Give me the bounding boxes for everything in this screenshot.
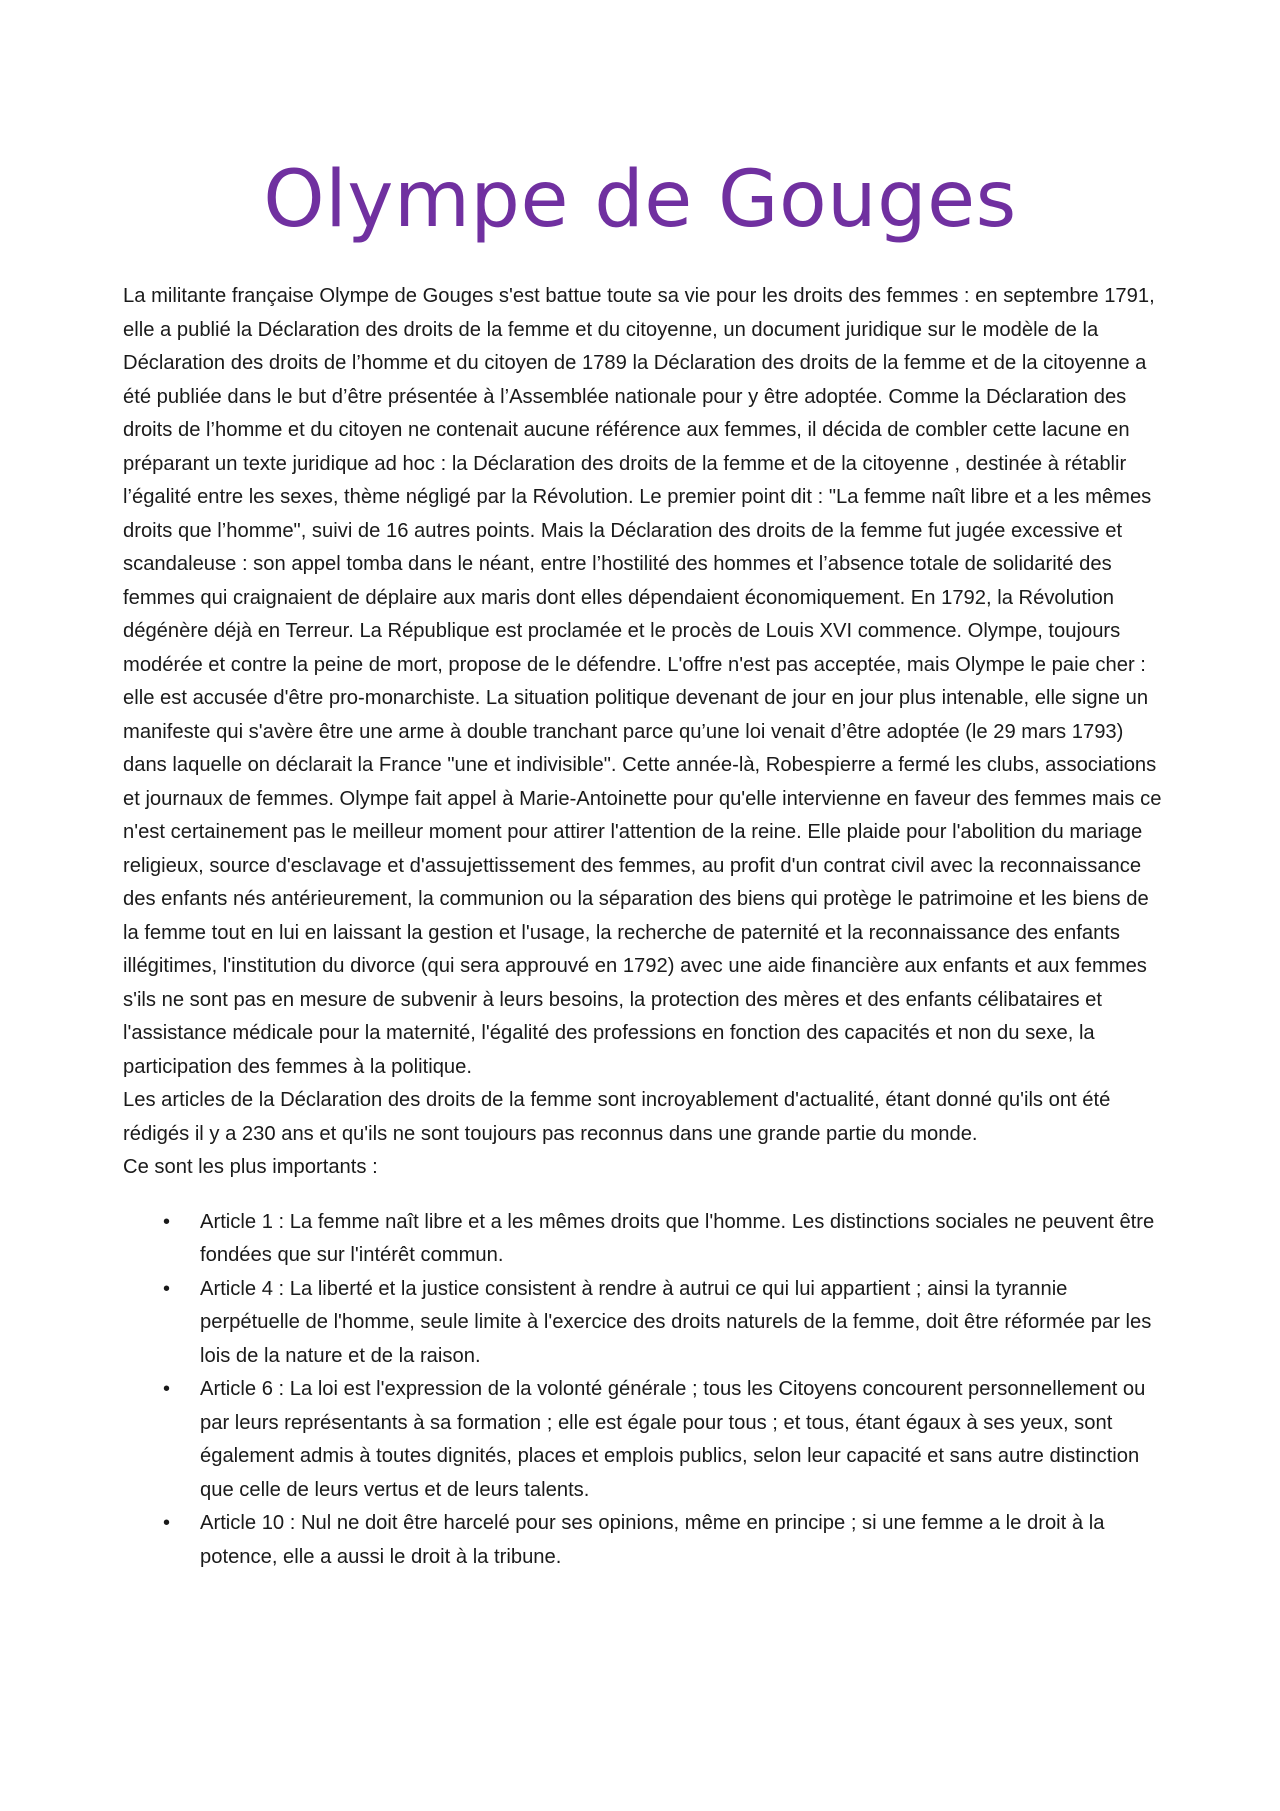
- articles-list: [123, 1206, 1169, 1575]
- article-text: Article 4 : La liberté et la justice consistent à rendre à autrui ce qui lui appartient ; ainsi la tyrannie perpétuelle de l'homme, seule limite à l'exercice des droits naturels de la femme, doit être réformée par les lois de la nature et de la raison.: [200, 1277, 1152, 1367]
- bullet-icon: •: [163, 1210, 171, 1233]
- article-text: Article 10 : Nul ne doit être harcelé pour ses opinions, même en principe ; si une femme a le droit à la potence, elle a aussi le droit à la tribune.: [200, 1512, 1105, 1568]
- article-text: Article 1 : La femme naît libre et a les mêmes droits que l'homme. Les distinctions sociales ne peuvent être fondées que sur l'intérêt commun.: [200, 1210, 1155, 1266]
- list-item: [123, 1507, 1169, 1574]
- document-body: [123, 280, 1169, 1574]
- list-item: [123, 1373, 1169, 1507]
- bullet-icon: •: [163, 1512, 171, 1534]
- bullet-icon: •: [163, 1378, 171, 1400]
- body-paragraph: Ce sont les plus importants :: [123, 1156, 378, 1178]
- list-item: [123, 1273, 1169, 1374]
- article-text: Article 6 : La loi est l'expression de la volonté générale ; tous les Citoyens concourent personnellement ou par leurs représentants à sa formation ; elle est égale pour tous ; et tous, étant égaux à ses yeux, sont également admis à toutes dignités, places et emplois publics, selon leur capacité et sans autre distinction que celle de leurs vertus et de leurs talents.: [200, 1378, 1146, 1501]
- body-paragraph: La militante française Olympe de Gouges s'est battue toute sa vie pour les droits des femmes : en septembre 1791, elle a publié la Déclaration des droits de la femme et du citoyenne, un document juridique sur le modèle de la Déclaration des droits de l’homme et du citoyen de 1789 la Déclaration des droits de la femme et de la citoyenne a été publiée dans le but d’être présentée à l’Assemblée nationale pour y être adoptée. Comme la Déclaration des droits de l’homme et du citoyen ne contenait aucune référence aux femmes, il décida de combler cette lacune en préparant un texte juridique ad hoc : la Déclaration des droits de la femme et de la citoyenne , destinée à rétablir l’égalité entre les sexes, thème négligé par la Révolution. Le premier point dit : "La femme naît libre et a les mêmes droits que l’homme", suivi de 16 autres points. Mais la Déclaration des droits de la femme fut jugée excessive et scandaleuse : son appel tomba dans le néant, entre l’hostilité des hommes et l’absence totale de solidarité des femmes qui craignaient de déplaire aux maris dont elles dépendaient économiquement. En 1792, la Révolution dégénère déjà en Terreur. La République est proclamée et le procès de Louis XVI commence. Olympe, toujours modérée et contre la peine de mort, propose de le défendre. L'offre n'est pas acceptée, mais Olympe le paie cher : elle est accusée d'être pro-monarchiste. La situation politique devenant de jour en jour plus intenable, elle signe un manifeste qui s'avère être une arme à double tranchant parce qu’une loi venait d’être adoptée (le 29 mars 1793) dans laquelle on déclarait la France "une et indivisible". Cette année-là, Robespierre a fermé les clubs, associations et journaux de femmes. Olympe fait appel à Marie-Antoinette pour qu'elle intervienne en faveur des femmes mais ce n'est certainement pas le meilleur moment pour attirer l'attention de la reine. Elle plaide pour l'abolition du mariage religieux, source d'esclavage et d'assujettissement des femmes, au profit d'un contrat civil avec la reconnaissance des enfants nés antérieurement, la communion ou la séparation des biens qui protège le patrimoine et les biens de la femme tout en lui en laissant la gestion et l'usage, la recherche de paternité et la reconnaissance des enfants illégitimes, l'institution du divorce (qui sera approuvé en 1792) avec une aide financière aux enfants et aux femmes s'ils ne sont pas en mesure de subvenir à leurs besoins, la protection des mères et des enfants célibataires et l'assistance médicale pour la maternité, l'égalité des professions en fonction des capacités et non du sexe, la participation des femmes à la politique.: [123, 285, 1168, 1078]
- list-item: [123, 1206, 1169, 1273]
- bullet-icon: •: [163, 1277, 171, 1300]
- body-paragraph: Les articles de la Déclaration des droits de la femme sont incroyablement d'actualité, étant donné qu'ils ont été rédigés il y a 230 ans et qu'ils ne sont toujours pas reconnus dans une grande partie du monde.: [123, 1089, 1116, 1145]
- page-title: Olympe de Gouges: [263, 155, 1017, 245]
